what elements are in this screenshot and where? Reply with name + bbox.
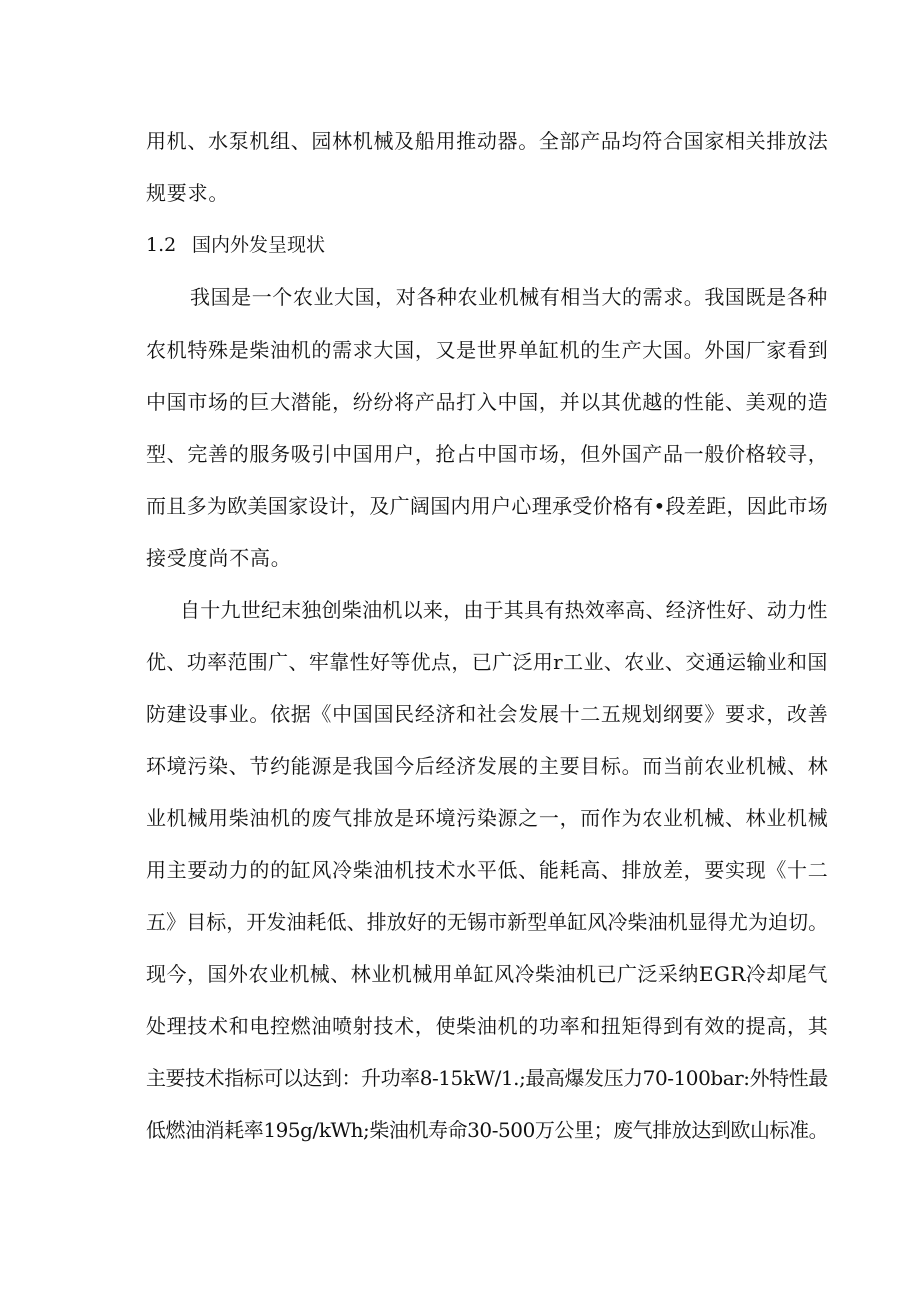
paragraph1-line-1: 我国是一个农业大国，对各种农业机械有相当大的需求。我国既是各种 — [190, 285, 828, 309]
paragraph2-line-6: 用主要动力的的缸风冷柴油机技术水平低、能耗高、排放差，要实现《十二 — [146, 858, 829, 882]
paragraph2-line-5: 业机械用柴油机的废气排放是环境污染源之一，而作为农业机械、林业机械 — [146, 806, 829, 830]
paragraph2-line-2: 优、功率范围广、牢靠性好等优点，已广泛用r工业、农业、交通运输业和国 — [146, 650, 828, 674]
paragraph2-line-1: 自十九世纪末独创柴油机以来，由于其具有热效率高、经济性好、动力性 — [180, 598, 828, 622]
section-number: 1.2 — [146, 234, 177, 256]
paragraph1-line-3: 中国市场的巨大潜能，纷纷将产品打入中国，并以其优越的性能、美观的造 — [146, 390, 829, 414]
section-title: 国内外发呈现状 — [192, 234, 326, 256]
paragraph2-line-9: 处理技术和电控燃油喷射技术，使柴油机的功率和扭矩得到有效的提高，其 — [146, 1014, 829, 1038]
paragraph2-line-7: 五》目标，开发油耗低、排放好的无锡市新型单缸风冷柴油机显得尤为迫切。 — [146, 910, 829, 934]
paragraph1-line-5: 而且多为欧美国家设计，及广阔国内用户心理承受价格有•段差距，因此市场 — [146, 494, 828, 518]
paragraph2-line-11: 低燃油消耗率195g/kWh;柴油机寿命30-500万公里；废气排放达到欧山标准。 — [146, 1118, 829, 1142]
intro-line-1: 用机、水泵机组、园林机械及船用推动器。全部产品均符合国家相关排放法 — [146, 129, 829, 153]
paragraph1-line-4: 型、完善的服务吸引中国用户，抢占中国市场，但外国产品一般价格较寻， — [146, 442, 829, 466]
intro-line-2: 规要求。 — [146, 181, 230, 205]
paragraph2-line-4: 环境污染、节约能源是我国今后经济发展的主要目标。而当前农业机械、林 — [146, 754, 829, 778]
paragraph2-line-8: 现今，国外农业机械、林业机械用单缸风冷柴油机已广泛采纳EGR冷却尾气 — [146, 962, 828, 986]
paragraph1-line-6: 接受度尚不高。 — [146, 546, 292, 570]
section-heading — [146, 232, 325, 258]
paragraph2-line-3: 防建设事业。依据《中国国民经济和社会发展十二五规划纲要》要求，改善 — [146, 702, 829, 726]
paragraph1-line-2: 农机特殊是柴油机的需求大国，又是世界单缸机的生产大国。外国厂家看到 — [146, 338, 829, 362]
paragraph2-line-10: 主要技术指标可以达到：升功率8-15kW/1.;最高爆发压力70-100bar:外特性最 — [146, 1066, 828, 1090]
